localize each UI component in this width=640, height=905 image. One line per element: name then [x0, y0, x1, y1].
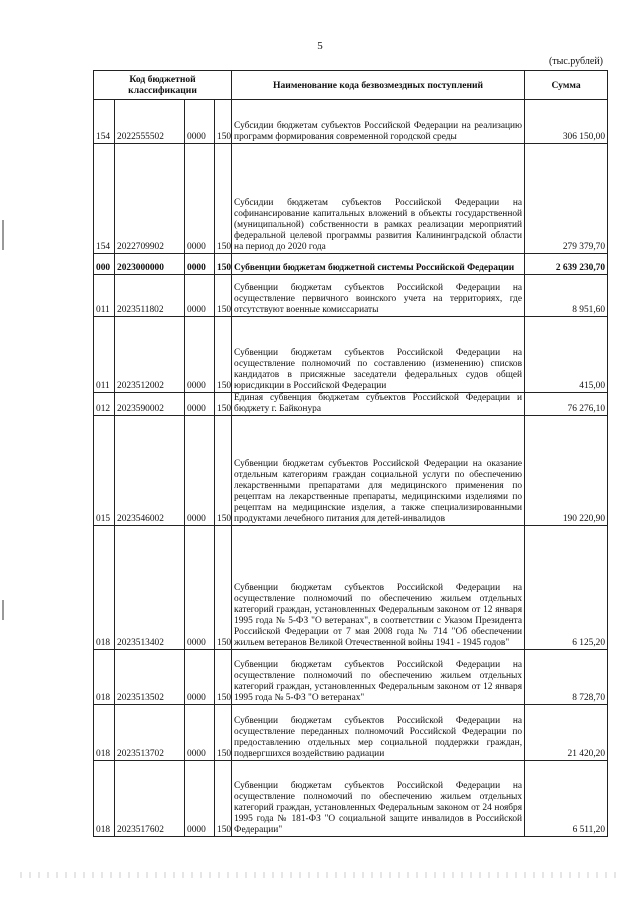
admin-code-cell: 000 — [94, 254, 115, 275]
classification-code-cell: 2023517602 — [115, 761, 185, 837]
admin-code-cell: 015 — [94, 416, 115, 526]
program-code-cell: 0000 — [185, 650, 215, 705]
amount-cell: 8 728,70 — [525, 650, 608, 705]
table-row — [94, 650, 608, 705]
amount-cell: 6 125,20 — [525, 526, 608, 650]
revenue-name-cell: Субвенции бюджетам бюджетной системы Российской Федерации — [232, 254, 525, 275]
admin-code-cell: 018 — [94, 526, 115, 650]
revenue-name-cell: Субвенции бюджетам субъектов Российской Федерации на осуществление первичного воинского учета на территориях, где отсутствуют военные комиссариаты — [232, 275, 525, 317]
admin-code-cell: 018 — [94, 705, 115, 761]
program-code-cell: 0000 — [185, 416, 215, 526]
amount-cell: 76 276,10 — [525, 393, 608, 416]
classification-code-cell: 2023513502 — [115, 650, 185, 705]
table-row — [94, 254, 608, 275]
program-code-cell: 0000 — [185, 761, 215, 837]
amount-cell: 190 220,90 — [525, 416, 608, 526]
table-row — [94, 317, 608, 393]
table-row — [94, 100, 608, 144]
admin-code-cell: 018 — [94, 761, 115, 837]
revenue-name-cell: Субсидии бюджетам субъектов Российской Федерации на реализацию программ формирования современной городской среды — [232, 100, 525, 144]
program-code-cell: 0000 — [185, 100, 215, 144]
economic-code-cell: 150 — [215, 761, 232, 837]
table-row — [94, 705, 608, 761]
program-code-cell: 0000 — [185, 317, 215, 393]
header-code: Код бюджетной классификации — [94, 71, 232, 100]
admin-code-cell: 154 — [94, 144, 115, 254]
amount-cell: 2 639 230,70 — [525, 254, 608, 275]
amount-cell: 306 150,00 — [525, 100, 608, 144]
classification-code-cell: 2022555502 — [115, 100, 185, 144]
program-code-cell: 0000 — [185, 526, 215, 650]
economic-code-cell: 150 — [215, 317, 232, 393]
admin-code-cell: 012 — [94, 393, 115, 416]
economic-code-cell: 150 — [215, 254, 232, 275]
classification-code-cell: 2023513402 — [115, 526, 185, 650]
classification-code-cell: 2023546002 — [115, 416, 185, 526]
admin-code-cell: 011 — [94, 317, 115, 393]
program-code-cell: 0000 — [185, 393, 215, 416]
header-amount: Сумма — [525, 71, 608, 100]
revenue-name-cell: Субвенции бюджетам субъектов Российской Федерации на осуществление полномочий по обеспечению жильем отдельных категорий граждан, установленных Федеральным законом от 24 ноября 1995 года № 181-ФЗ "О социальной защите инвалидов в Российской Федерации" — [232, 761, 525, 837]
economic-code-cell: 150 — [215, 144, 232, 254]
economic-code-cell: 150 — [215, 705, 232, 761]
revenue-name-cell: Субвенции бюджетам субъектов Российской Федерации на осуществление переданных полномочий Российской Федерации по предоставлению отдельных мер социальной поддержки граждан, подвергшихся воздействию радиации — [232, 705, 525, 761]
classification-code-cell: 2023511802 — [115, 275, 185, 317]
economic-code-cell: 150 — [215, 526, 232, 650]
economic-code-cell: 150 — [215, 393, 232, 416]
scan-edge-mark — [2, 220, 4, 250]
revenue-name-cell: Единая субвенция бюджетам субъектов Российской Федерации и бюджету г. Байконура — [232, 393, 525, 416]
table-row — [94, 526, 608, 650]
revenue-name-cell: Субвенции бюджетам субъектов Российской Федерации на осуществление полномочий по обеспечению жильем отдельных категорий граждан, установленных Федеральным законом от 12 января 1995 года № 5-ФЗ "О ветеранах", в соответствии с Указом Президента Российской Федерации от 7 мая 2008 года № 714 "Об обеспечении жильем ветеранов Великой Отечественной войны 1941 - 1945 годов" — [232, 526, 525, 650]
program-code-cell: 0000 — [185, 705, 215, 761]
economic-code-cell: 150 — [215, 275, 232, 317]
revenue-name-cell: Субвенции бюджетам субъектов Российской Федерации на оказание отдельным категориям граждан социальной услуги по обеспечению лекарственными препаратами для медицинского применения по рецептам на лекарственные препараты, медицинскими изделиями по рецептам на медицинские изделия, а также специализированными продуктами лечебного питания для детей-инвалидов — [232, 416, 525, 526]
budget-table — [93, 70, 608, 837]
program-code-cell: 0000 — [185, 275, 215, 317]
table-row — [94, 761, 608, 837]
classification-code-cell: 2022709902 — [115, 144, 185, 254]
program-code-cell: 0000 — [185, 254, 215, 275]
admin-code-cell: 011 — [94, 275, 115, 317]
table-row — [94, 275, 608, 317]
amount-cell: 8 951,60 — [525, 275, 608, 317]
revenue-name-cell: Субвенции бюджетам субъектов Российской Федерации на осуществление полномочий по составлению (изменению) списков кандидатов в присяжные заседатели федеральных судов общей юрисдикции в Российской Федерации — [232, 317, 525, 393]
classification-code-cell: 2023000000 — [115, 254, 185, 275]
header-name: Наименование кода безвозмездных поступлений — [232, 71, 525, 100]
classification-code-cell: 2023513702 — [115, 705, 185, 761]
table-row — [94, 144, 608, 254]
amount-cell: 415,00 — [525, 317, 608, 393]
amount-cell: 6 511,20 — [525, 761, 608, 837]
scan-edge-mark — [2, 600, 4, 620]
economic-code-cell: 150 — [215, 100, 232, 144]
classification-code-cell: 2023590002 — [115, 393, 185, 416]
table-header-row — [94, 71, 608, 100]
amount-cell: 279 379,70 — [525, 144, 608, 254]
table-row — [94, 416, 608, 526]
amount-cell: 21 420,20 — [525, 705, 608, 761]
scan-noise — [20, 872, 620, 878]
program-code-cell: 0000 — [185, 144, 215, 254]
unit-label: (тыс.рублей) — [548, 56, 603, 67]
economic-code-cell: 150 — [215, 650, 232, 705]
admin-code-cell: 018 — [94, 650, 115, 705]
admin-code-cell: 154 — [94, 100, 115, 144]
revenue-name-cell: Субсидии бюджетам субъектов Российской Федерации на софинансирование капитальных вложений в объекты государственной (муниципальной) собственности в рамках реализации мероприятий федеральной целевой программы развития Калининградской области на период до 2020 года — [232, 144, 525, 254]
revenue-name-cell: Субвенции бюджетам субъектов Российской Федерации на осуществление полномочий по обеспечению жильем отдельных категорий граждан, установленных Федеральным законом от 12 января 1995 года № 5-ФЗ "О ветеранах" — [232, 650, 525, 705]
table-row — [94, 393, 608, 416]
page-number: 5 — [317, 40, 323, 52]
classification-code-cell: 2023512002 — [115, 317, 185, 393]
economic-code-cell: 150 — [215, 416, 232, 526]
table-body — [94, 100, 608, 837]
